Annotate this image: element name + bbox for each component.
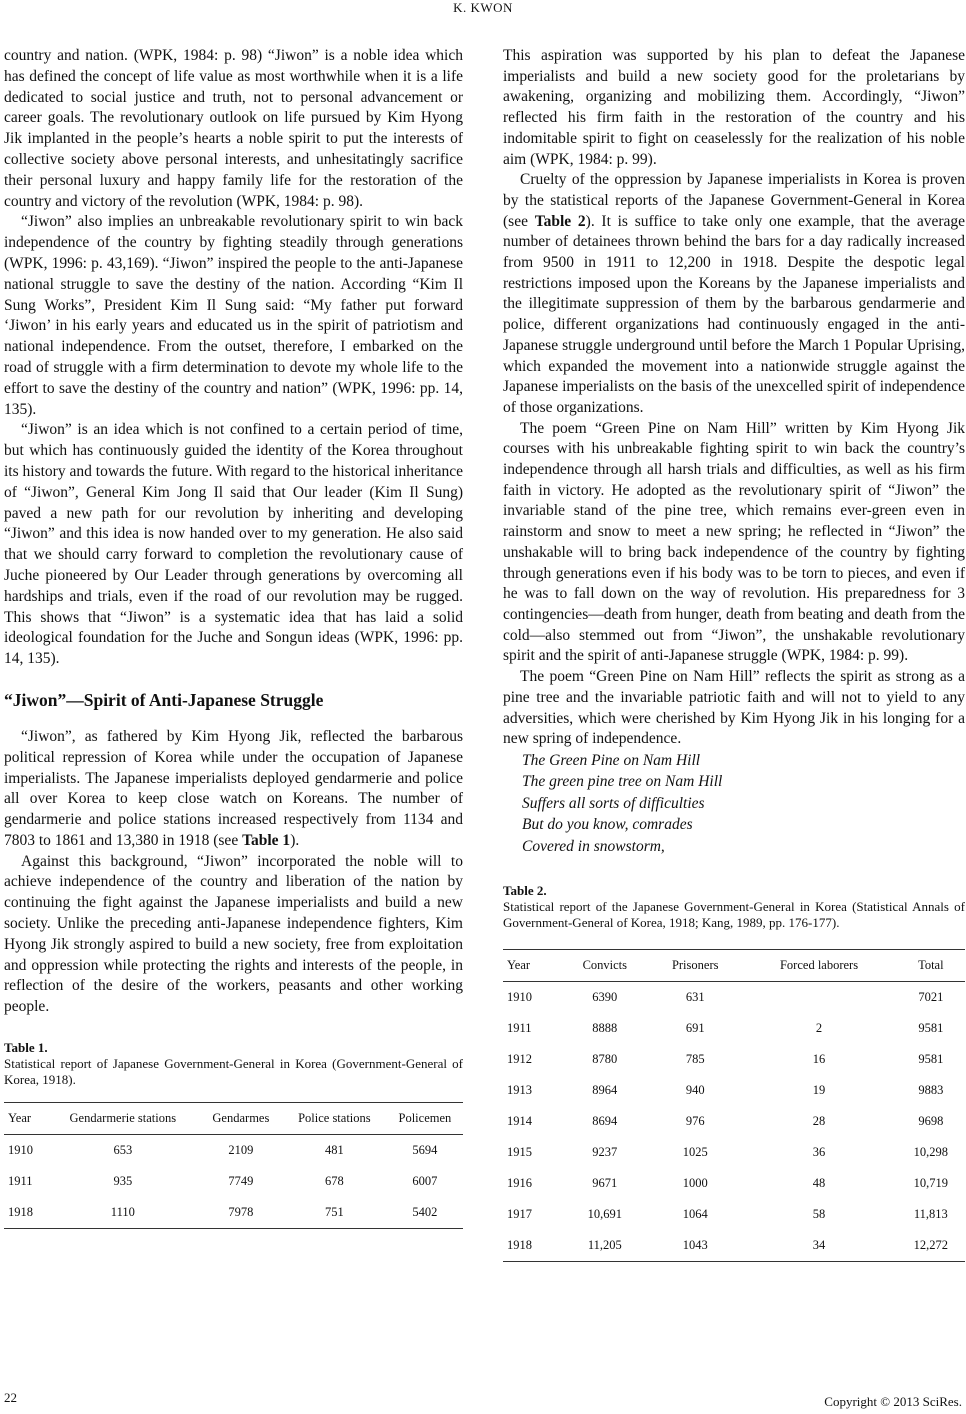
table-row	[503, 1230, 965, 1262]
page-number: 22	[4, 1390, 17, 1405]
table-cell: 8694	[592, 1113, 618, 1128]
table-label: Table 2.	[503, 882, 547, 898]
body-paragraph	[503, 170, 965, 418]
table-cell: 1043	[649, 1230, 741, 1262]
table-cell: 1910	[507, 989, 532, 1004]
table-cell: 8780	[592, 1051, 618, 1066]
data-table	[503, 949, 965, 1262]
table-cell: 9671	[592, 1175, 618, 1190]
table-caption: Statistical report of the Japanese Government-General in Korea (Statistical Annals of Government-General of Korea, 1918; Kang, 1989, pp. 176-177).	[503, 898, 965, 930]
column-header: Year	[503, 949, 561, 981]
table-cell: 5694	[412, 1143, 438, 1158]
table-cell: 9698	[918, 1113, 944, 1128]
table-cell: 9581	[918, 1051, 944, 1066]
table-row	[503, 1044, 965, 1075]
text-run: ). It is suffice to take only one example, that the average number of detainees thrown behind the bars for a day radically increased from 9500 in 1911 to 12,200 in 1918. Despite the despotic legal restrictions imposed upon the Koreans by the Japanese imperialists and the illegitimate suppression of them by the barbarous gendarmerie and police, different organizations had continuously engaged in the anti-Japanese struggle underground until before the March 1 Popular Uprising, which expanded the movement into a nationwide struggle against the Japanese imperialists on the basis of the unexcelled spirit of independence of those organizations.	[503, 212, 965, 416]
poem-line: But do you know, comrades	[522, 816, 693, 834]
table-cell: 34	[741, 1230, 896, 1262]
running-head: K. KWON	[453, 0, 513, 15]
table-1	[4, 1040, 463, 1229]
table-row	[4, 1197, 463, 1229]
column-header: Police stations	[282, 1103, 387, 1135]
table-cell: 9237	[592, 1144, 618, 1159]
table-cell: 678	[325, 1174, 344, 1189]
table-cell: 1914	[507, 1113, 532, 1128]
table-cell: 7749	[228, 1174, 254, 1189]
table-cell: 1916	[507, 1175, 532, 1190]
text-run: “Jiwon”, as fathered by Kim Hyong Jik, reflected the barbarous political repression of Korea while under the occupation of Japanese imperialists. The Japanese imperialists deployed gendarmerie and police all over Korea to keep close watch on Koreans. The number of gendarmerie and police stations increased respectively from 1134 and 7803 to 1861 and 13,380 in 1918 (see	[4, 727, 463, 849]
column-header: Total	[897, 949, 965, 981]
table-header-row	[4, 1103, 463, 1135]
table-reference: Table 1	[242, 831, 291, 849]
body-paragraph: The poem “Green Pine on Nam Hill” written by Kim Hyong Jik courses with his unbreakable fighting spirit to win back the country’s independence through all harsh trials and difficulties, as well as his firm faith in victory. He adopted as the revolutionary spirit of “Jiwon” the invariable stand of the pine tree, which remains ever-green even in rainstorm and snow to meet a new spring; he reflected in “Jiwon” the unshakable will to bring back independence of the country by fighting through generations even if his body was to be torn to pieces, and even if he was to fall down on the way of revolution. His preparedness for 3 contingencies—death from hunger, death from beating and death from the cold—also stemmed out from “Jiwon”, the unshakable revolutionary spirit and the spirit of anti-Japanese struggle (WPK, 1984: p. 99).	[503, 419, 965, 665]
table-cell: 19	[812, 1082, 826, 1097]
column-header: Gendarmes	[200, 1103, 282, 1135]
table-cell: 1911	[8, 1174, 33, 1189]
table-label: Table 1.	[4, 1040, 48, 1056]
table-cell: 1110	[46, 1197, 200, 1229]
table-cell: 1915	[507, 1144, 532, 1159]
table-row	[4, 1135, 463, 1167]
table-cell: 2	[815, 1020, 823, 1035]
table-cell: 10,298	[913, 1144, 949, 1159]
table-cell	[741, 981, 896, 1013]
table-cell: 1918	[503, 1230, 561, 1262]
table-cell: 1911	[507, 1020, 532, 1035]
table-cell: 1918	[4, 1197, 46, 1229]
column-header: Year	[4, 1103, 46, 1135]
table-row	[503, 1199, 965, 1230]
table-row	[503, 1013, 965, 1044]
left-column	[4, 46, 463, 1229]
table-cell: 8964	[592, 1082, 618, 1097]
body-paragraph: This aspiration was supported by his plan to defeat the Japanese imperialists and build a new society good for the proletarians by awakening, organizing and mobilizing them. Accordingly, “Jiwon” reflected his firm faith in the restoration of the country and his indomitable spirit to fight on ceaselessly for the realization of his noble aim (WPK, 1984: p. 99).	[503, 47, 965, 168]
table-cell: 36	[812, 1144, 826, 1159]
table-cell: 6007	[412, 1174, 438, 1189]
table-cell: 2109	[228, 1143, 254, 1158]
table-row	[503, 1106, 965, 1137]
table-cell: 28	[812, 1113, 826, 1128]
table-cell: 10,719	[913, 1175, 949, 1190]
table-row	[4, 1166, 463, 1197]
table-cell: 7978	[200, 1197, 282, 1229]
table-cell: 1910	[8, 1143, 33, 1158]
table-cell: 1025	[682, 1144, 708, 1159]
table-cell: 7021	[918, 989, 944, 1004]
table-cell: 6390	[592, 989, 618, 1004]
copyright-notice: Copyright © 2013 SciRes.	[824, 1394, 962, 1409]
poem	[503, 750, 965, 857]
body-paragraph: “Jiwon” also implies an unbreakable revolutionary spirit to win back independence of the country by fighting steadily through generations (WPK, 1996: p. 43,169). “Jiwon” inspired the people to the anti-Japanese national struggle to save the destiny of the nation. According “Kim Il Sung Works”, President Kim Il Sung said: “My father put forward ‘Jiwon’ in his early years and educated us in the spirit of patriotism and national independence. From the outset, therefore, I embarked on the road of struggle with a firm determination to devote my whole life to the effort to save the destiny of the country and nation” (WPK, 1996: pp. 14, 135).	[4, 213, 463, 418]
table-header-row	[503, 949, 965, 981]
table-cell: 976	[685, 1113, 705, 1128]
body-paragraph: Against this background, “Jiwon” incorporated the noble will to achieve independence of the country and liberation of the nation by continuing the fight against the Japanese imperialists and build a new society. Unlike the preceding anti-Japanese independence fighters, Kim Hyong Jik strongly aspired to build a new society, free from exploitation and oppression while protecting the rights and interests of the people, in reflection of the desire of the workers, peasants and other working people.	[4, 852, 463, 1016]
table-cell: 785	[685, 1051, 705, 1066]
table-cell: 1913	[507, 1082, 532, 1097]
table-cell: 11,205	[561, 1230, 649, 1262]
table-cell: 8888	[592, 1020, 618, 1035]
table-cell: 5402	[387, 1197, 463, 1229]
table-caption: Statistical report of Japanese Government-General in Korea (Government-General of Korea, 1918).	[4, 1056, 463, 1088]
table-cell: 16	[812, 1051, 826, 1066]
table-cell: 58	[812, 1206, 826, 1221]
table-row	[503, 1168, 965, 1199]
table-2	[503, 883, 965, 1262]
table-cell: 935	[113, 1174, 133, 1189]
table-cell: 653	[113, 1143, 133, 1158]
table-cell: 48	[812, 1175, 826, 1190]
column-header: Convicts	[561, 949, 649, 981]
poem-line: Suffers all sorts of difficulties	[522, 794, 705, 812]
body-paragraph	[4, 727, 463, 852]
poem-line: The green pine tree on Nam Hill	[522, 773, 723, 791]
column-header: Policemen	[387, 1103, 463, 1135]
table-cell: 1064	[682, 1206, 708, 1221]
section-heading: “Jiwon”—Spirit of Anti-Japanese Struggle	[4, 689, 324, 710]
table-cell: 481	[325, 1143, 344, 1158]
right-column	[503, 46, 965, 1262]
table-row	[503, 981, 965, 1013]
table-cell: 631	[685, 989, 705, 1004]
data-table	[4, 1102, 463, 1229]
column-header: Prisoners	[649, 949, 741, 981]
table-cell: 691	[685, 1020, 705, 1035]
table-reference: Table 2	[534, 212, 586, 230]
table-cell: 11,813	[913, 1206, 948, 1221]
body-paragraph: country and nation. (WPK, 1984: p. 98) “Jiwon” is a noble idea which has defined the concept of life value as most worthwhile when it is a life dedicated to social justice and truth, not to personal advancement or career goals. The revolutionary outlook on life pursued by Kim Hyong Jik implanted in the people’s hearts a noble spirit to put the interests of collective society above personal interests, and unhesitatingly sacrifice their personal luxury and happy family life for the restoration of the country and victory of the revolution (WPK, 1984: p. 98).	[4, 47, 463, 210]
table-cell: 1000	[682, 1175, 708, 1190]
table-cell: 9581	[918, 1020, 944, 1035]
table-body	[503, 981, 965, 1261]
column-header: Forced laborers	[741, 949, 896, 981]
table-cell: 1917	[507, 1206, 532, 1221]
table-cell: 940	[685, 1082, 705, 1097]
poem-line: The Green Pine on Nam Hill	[522, 751, 701, 769]
body-paragraph: “Jiwon” is an idea which is not confined to a certain period of time, but which has continuously guided the identity of the Korea throughout its history and towards the future. With regard to the historical inheritance of “Jiwon”, General Kim Jong Il said that Our leader (Kim Il Sung) paved a new path for our revolution by inheriting and developing “Jiwon” and this idea is now handed over to my generation. He also said that we should carry forward to completion the revolutionary cause of Juche pioneered by Our Leader through generations by overcoming all hardships and trials, even if the road of our revolution may be rugged. This shows that “Jiwon” is a systematic idea that has laid a solid ideological foundation for the Juche and Songun ideas (WPK, 1996: pp. 14, 135).	[4, 421, 463, 668]
table-row	[503, 1075, 965, 1106]
text-run: ).	[290, 831, 300, 849]
column-header: Gendarmerie stations	[46, 1103, 200, 1135]
table-row	[503, 1137, 965, 1168]
table-cell: 12,272	[897, 1230, 965, 1262]
body-paragraph: The poem “Green Pine on Nam Hill” reflects the spirit as strong as a pine tree and the invariable patriotic faith and will not to yield to any adversities, which were cherished by Kim Hyong Jik in his longing for a new spring of independence.	[503, 668, 965, 748]
table-cell: 1912	[507, 1051, 532, 1066]
table-cell: 751	[282, 1197, 387, 1229]
table-cell: 10,691	[587, 1206, 622, 1221]
table-cell: 9883	[918, 1082, 944, 1097]
text-run: Cruelty of the oppression by Japanese imperialists in Korea is proven by the statistical reports of the Japanese Government-General in Korea (see	[503, 171, 965, 230]
poem-line: Covered in snowstorm,	[522, 837, 665, 855]
